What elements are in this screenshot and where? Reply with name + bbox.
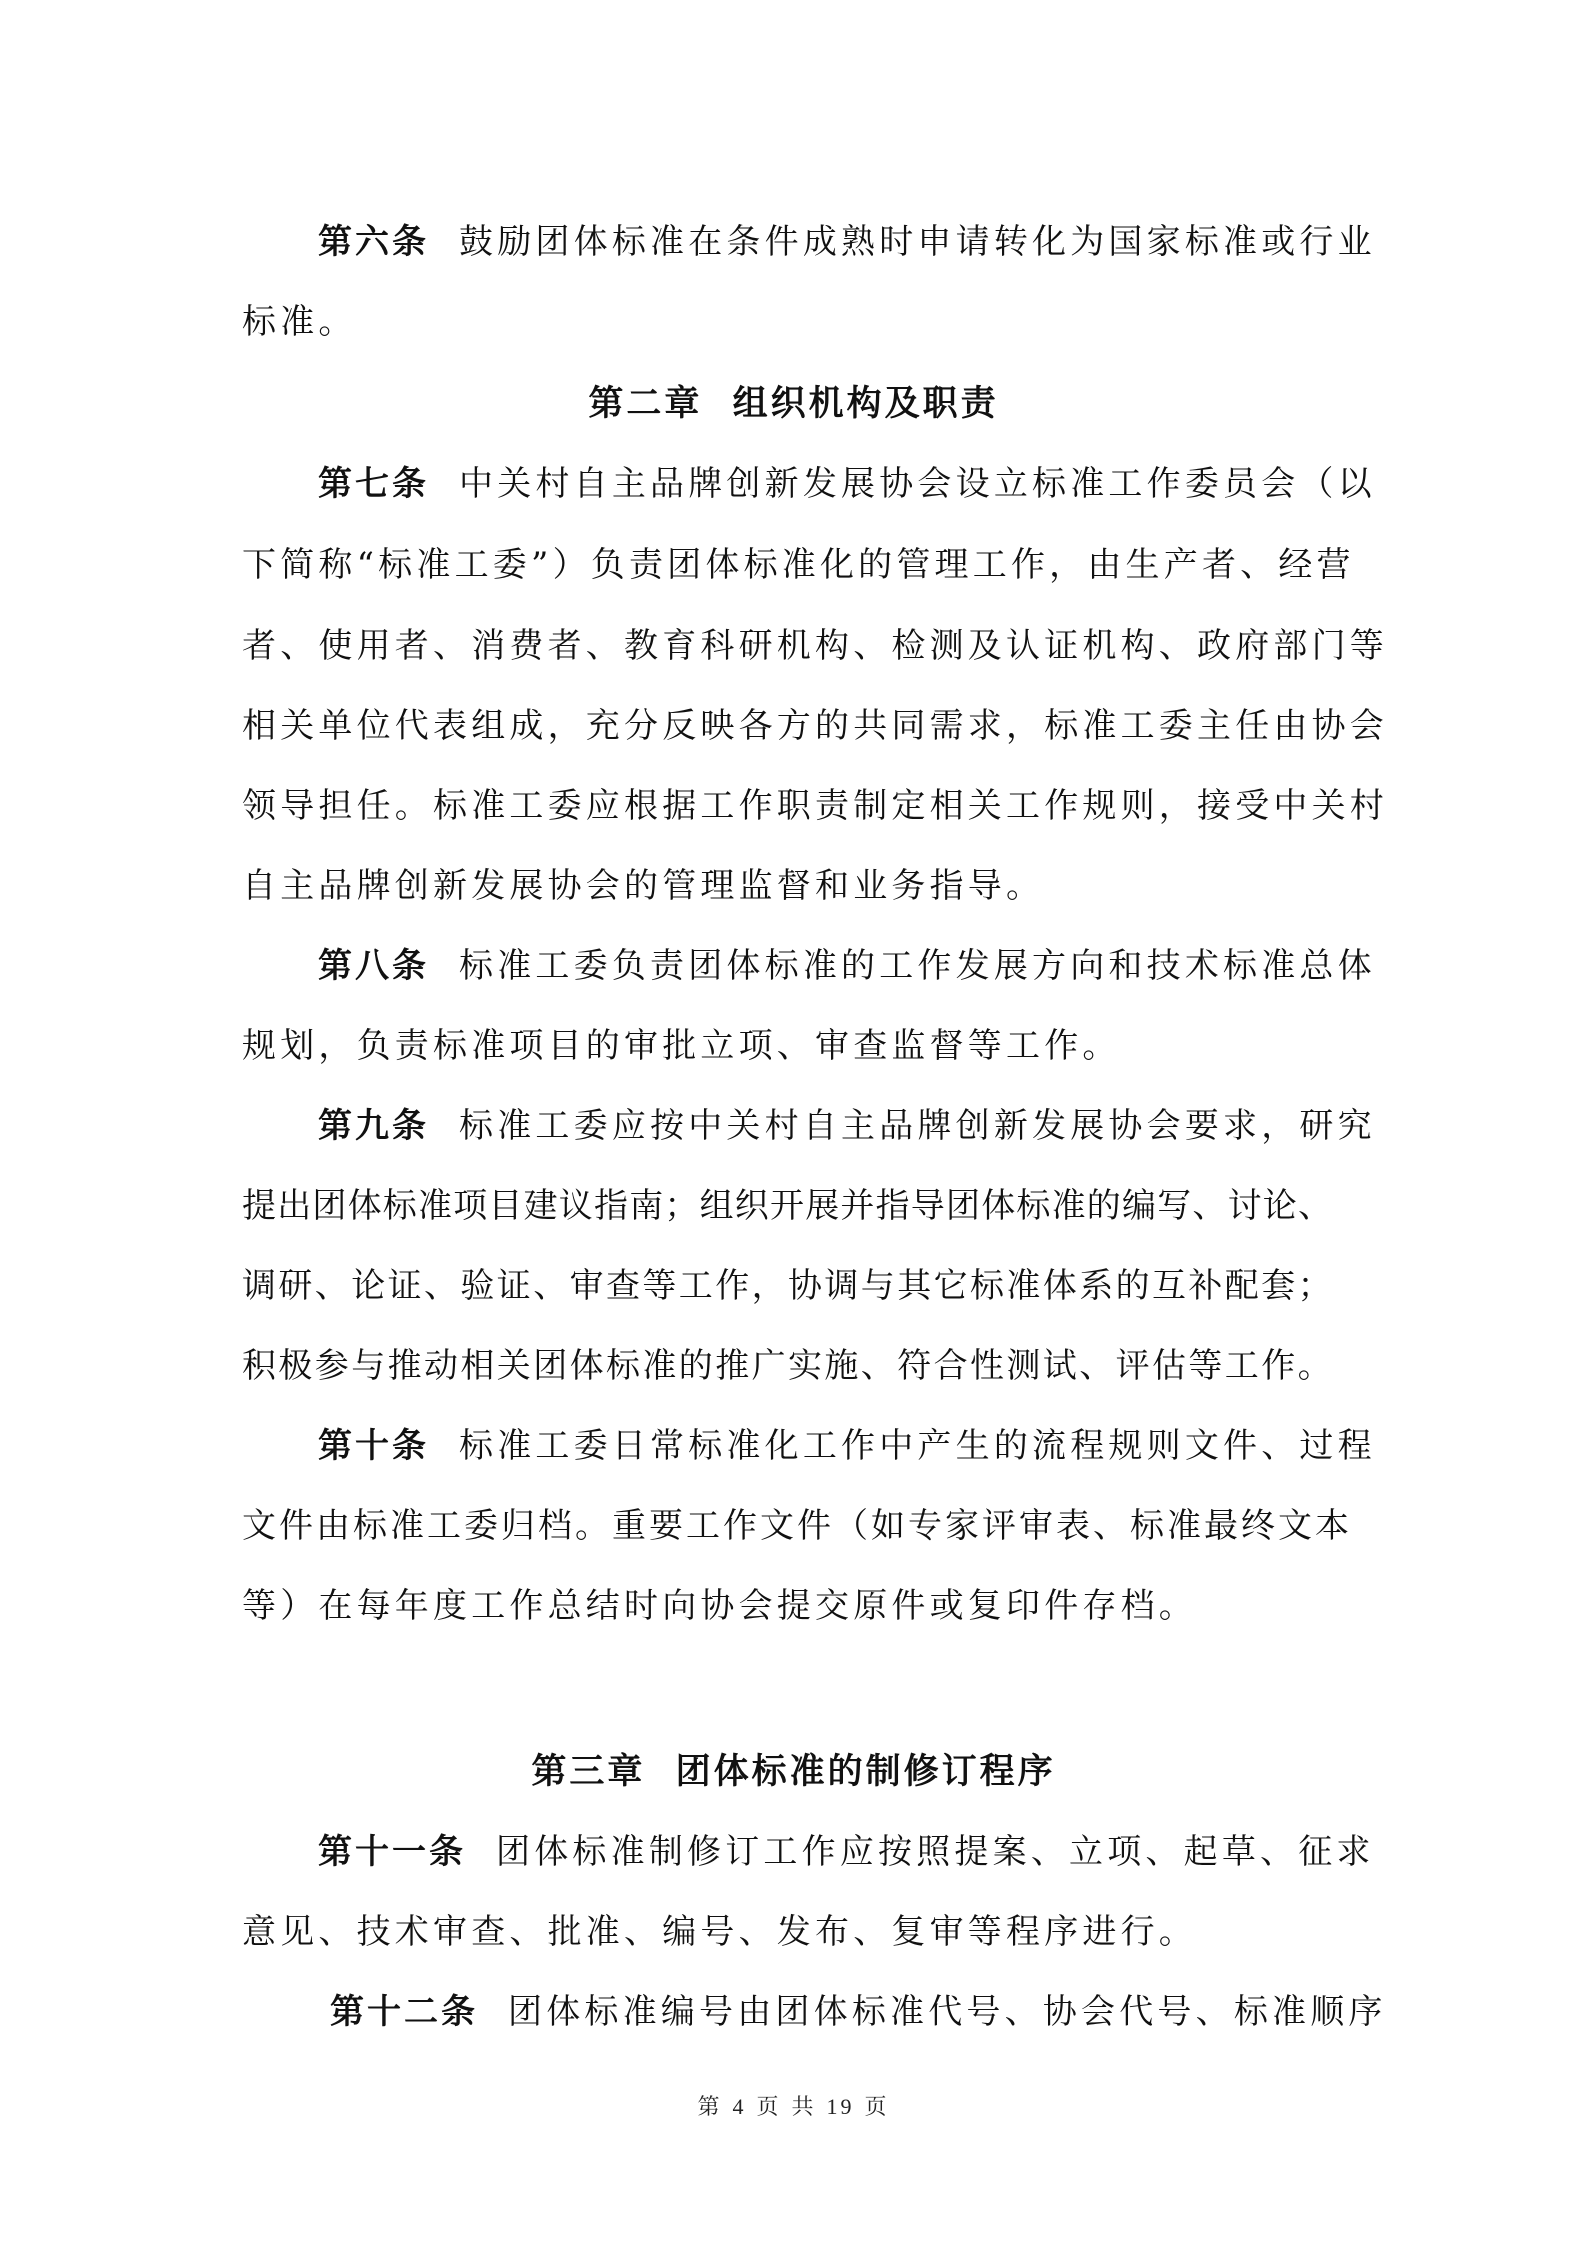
chapter-2-title: 第二章 组织机构及职责: [588, 383, 999, 424]
footer-page-number: 4: [732, 2094, 747, 2119]
article-12-heading: 第十二条: [330, 1992, 478, 2032]
article-10-text-1: 标准工委日常标准化工作中产生的流程规则文件、过程: [459, 1426, 1376, 1466]
article-9-line-1: [318, 1102, 1376, 1150]
article-7-line-1: [318, 460, 1376, 508]
article-7-text-6: 自主品牌创新发展协会的管理监督和业务指导。: [242, 866, 1045, 906]
article-9-text-2: 提出团体标准项目建议指南；组织开展并指导团体标准的编写、讨论、: [242, 1186, 1334, 1226]
article-11-text-2: 意见、技术审查、批准、编号、发布、复审等程序进行。: [242, 1912, 1197, 1952]
article-7-text-5: 领导担任。标准工委应根据工作职责制定相关工作规则，接受中关村: [242, 786, 1388, 826]
article-8-line-1: [318, 942, 1376, 990]
footer-suffix: 页: [864, 2095, 890, 2120]
article-6-heading: 第六条: [318, 222, 429, 262]
article-10-text-2: 文件由标准工委归档。重要工作文件（如专家评审表、标准最终文本: [242, 1506, 1352, 1546]
article-7-text-4: 相关单位代表组成，充分反映各方的共同需求，标准工委主任由协会: [242, 706, 1388, 746]
article-9-text-3: 调研、论证、验证、审查等工作，协调与其它标准体系的互补配套；: [242, 1266, 1334, 1306]
article-7-heading: 第七条: [318, 464, 429, 504]
article-11-line-1: [318, 1828, 1375, 1876]
article-9-text-1: 标准工委应按中关村自主品牌创新发展协会要求，研究: [459, 1106, 1376, 1146]
footer-total-pages: 19: [826, 2094, 855, 2119]
footer-middle: 页 共: [756, 2095, 817, 2120]
article-6-line-1: [318, 218, 1376, 266]
footer-prefix: 第: [697, 2095, 723, 2120]
article-11-text-1: 团体标准制修订工作应按照提案、立项、起草、征求: [496, 1832, 1375, 1872]
chapter-3-title: 第三章 团体标准的制修订程序: [531, 1751, 1056, 1792]
article-6-text-1: 鼓励团体标准在条件成熟时申请转化为国家标准或行业: [459, 222, 1376, 262]
article-11-heading: 第十一条: [318, 1832, 466, 1872]
article-6-text-2: 标准。: [242, 302, 357, 342]
article-12-text-1: 团体标准编号由团体标准代号、协会代号、标准顺序: [508, 1992, 1387, 2032]
article-9-text-4: 积极参与推动相关团体标准的推广实施、符合性测试、评估等工作。: [242, 1346, 1334, 1386]
article-9-heading: 第九条: [318, 1106, 429, 1146]
article-8-text-1: 标准工委负责团体标准的工作发展方向和技术标准总体: [459, 946, 1376, 986]
article-10-heading: 第十条: [318, 1426, 429, 1466]
article-8-heading: 第八条: [318, 946, 429, 986]
article-12-line-1: [330, 1988, 1387, 2036]
article-10-text-3: 等）在每年度工作总结时向协会提交原件或复印件存档。: [242, 1586, 1197, 1626]
article-7-text-3: 者、使用者、消费者、教育科研机构、检测及认证机构、政府部门等: [242, 626, 1388, 666]
article-7-text-2: 下简称“标准工委”）负责团体标准化的管理工作，由生产者、经营: [242, 545, 1355, 585]
page-footer: [0, 2092, 1587, 2123]
article-8-text-2: 规划，负责标准项目的审批立项、审查监督等工作。: [242, 1026, 1121, 1066]
article-10-line-1: [318, 1422, 1376, 1470]
article-7-text-1: 中关村自主品牌创新发展协会设立标准工作委员会（以: [459, 464, 1376, 504]
